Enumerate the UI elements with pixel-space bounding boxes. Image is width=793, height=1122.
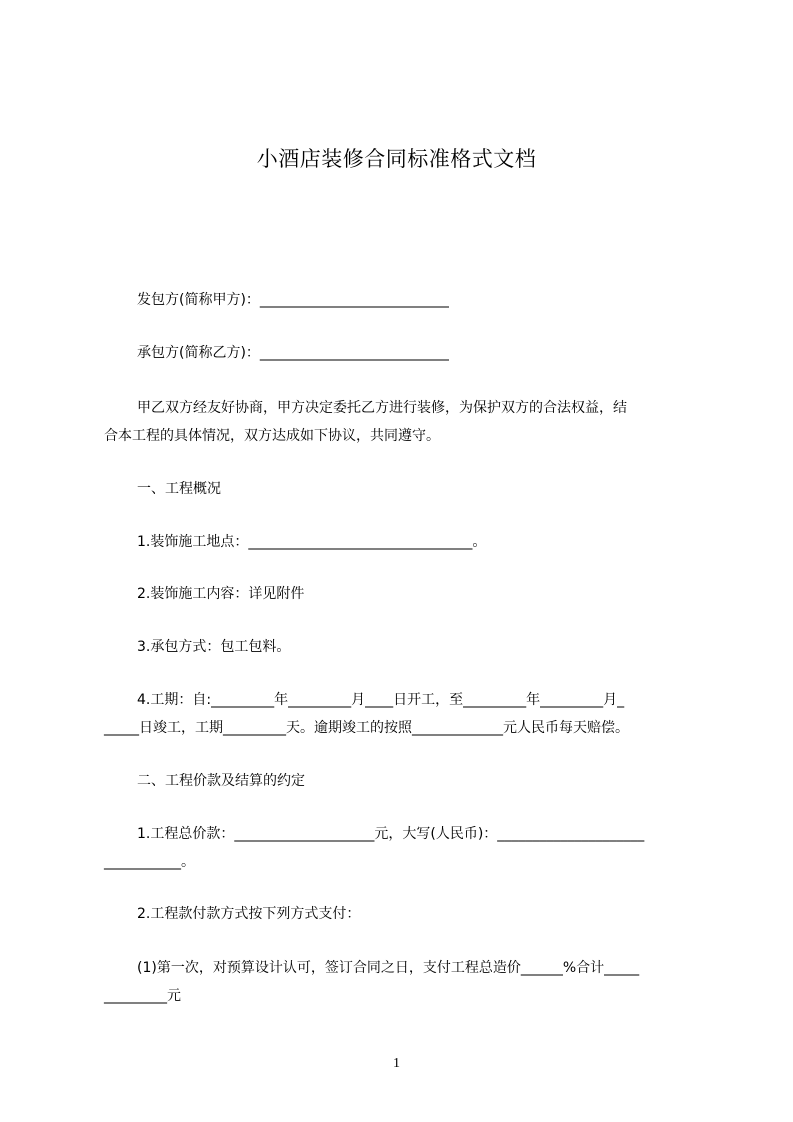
clause-construction-site: 1.装饰施工地点：________________________________。 [137, 534, 487, 550]
clause-schedule-line-1: 4.工期：自:_________年_________月____日开工，至_________年_________月_ [137, 692, 625, 708]
clause-total-price-line-1: 1.工程总价款：____________________元，大写(人民币)：_____________________ [137, 826, 645, 842]
intro-paragraph-line-2: 合本工程的具体情况，双方达成如下协议，共同遵守。 [104, 428, 440, 444]
clause-schedule-line-2: _____日竣工，工期_________天。逾期竣工的按照_____________元人民币每天赔偿。 [104, 720, 629, 736]
party-a-line: 发包方(简称甲方)：___________________________ [137, 292, 449, 308]
intro-paragraph-line-1: 甲乙双方经友好协商，甲方决定委托乙方进行装修，为保护双方的合法权益，结 [137, 400, 627, 416]
clause-construction-content: 2.装饰施工内容：详见附件 [137, 586, 305, 602]
clause-first-payment-line-2: _________元 [104, 988, 181, 1004]
section-heading-project-overview: 一、工程概况 [137, 481, 221, 497]
clause-contract-method: 3.承包方式：包工包料。 [137, 639, 291, 655]
clause-total-price-line-2: ___________。 [104, 854, 195, 870]
party-b-line: 承包方(简称乙方)：___________________________ [137, 345, 449, 361]
page-number: 1 [393, 1056, 400, 1071]
document-title: 小酒店装修合同标准格式文档 [256, 147, 537, 171]
clause-payment-method: 2.工程款付款方式按下列方式支付： [137, 906, 361, 922]
section-heading-price-settlement: 二、工程价款及结算的约定 [137, 773, 305, 789]
clause-first-payment-line-1: (1)第一次，对预算设计认可，签订合同之日，支付工程总造价______%合计_____ [137, 960, 640, 976]
